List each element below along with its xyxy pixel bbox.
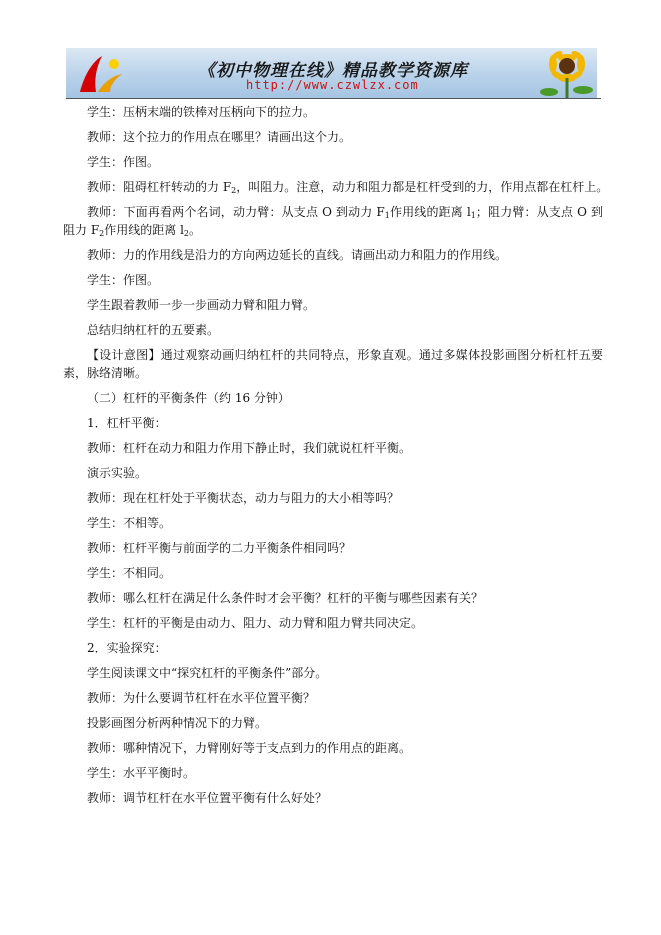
paragraph: 学生阅读课文中“探究杠杆的平衡条件”部分。 xyxy=(87,666,328,680)
subsection-heading: 2．实验探究： xyxy=(87,641,167,655)
paragraph: 学生：作图。 xyxy=(87,273,160,287)
document-body xyxy=(63,103,609,814)
paragraph: 教师：哪么杠杆在满足什么条件时才会平衡？杠杆的平衡与哪些因素有关？ xyxy=(87,591,484,605)
paragraph: 教师：力的作用线是沿力的方向两边延长的直线。请画出动力和阻力的作用线。 xyxy=(87,248,508,262)
paragraph: 教师：现在杠杆处于平衡状态，动力与阻力的大小相等吗？ xyxy=(87,491,400,505)
paragraph: 学生：不相等。 xyxy=(87,516,172,530)
paragraph: 教师：杠杆平衡与前面学的二力平衡条件相同吗？ xyxy=(87,541,352,555)
paragraph: 学生：不相同。 xyxy=(87,566,172,580)
paragraph: 总结归纳杠杆的五要素。 xyxy=(87,323,220,337)
section-heading: （二）杠杆的平衡条件（约 16 分钟） xyxy=(87,391,290,405)
banner-title: 《初中物理在线》精品教学资源库 xyxy=(198,61,468,81)
header-banner xyxy=(66,48,597,98)
sunflower-icon xyxy=(517,48,597,98)
paragraph: 投影画图分析两种情况下的力臂。 xyxy=(87,716,268,730)
paragraph: 学生：杠杆的平衡是由动力、阻力、动力臂和阻力臂共同决定。 xyxy=(87,616,424,630)
paragraph: 学生跟着教师一步一步画动力臂和阻力臂。 xyxy=(87,298,316,312)
paragraph: 教师：哪种情况下，力臂刚好等于支点到力的作用点的距离。 xyxy=(87,741,412,755)
logo-icon xyxy=(74,52,126,96)
header-divider xyxy=(66,98,601,99)
paragraph: 学生：压柄末端的铁棒对压柄向下的拉力。 xyxy=(87,105,316,119)
subsection-heading: 1．杠杆平衡： xyxy=(87,416,167,430)
paragraph: 学生：水平平衡时。 xyxy=(87,766,196,780)
design-intent-paragraph: 【设计意图】通过观察动画归纳杠杆的共同特点，形象直观。通过多媒体投影画图分析杠杆五要素，脉络清晰。 xyxy=(63,348,603,380)
paragraph: 教师：杠杆在动力和阻力作用下静止时，我们就说杠杆平衡。 xyxy=(87,441,412,455)
paragraph: 学生：作图。 xyxy=(87,155,160,169)
paragraph: 教师：调节杠杆在水平位置平衡有什么好处？ xyxy=(87,791,328,805)
paragraph: 教师：这个拉力的作用点在哪里？请画出这个力。 xyxy=(87,130,352,144)
paragraph: 演示实验。 xyxy=(87,466,148,480)
paragraph: 教师：阻碍杠杆转动的力 $F_2$，叫阻力。注意，动力和阻力都是杠杆受到的力，作用点都在杠杆上。 xyxy=(87,180,609,195)
paragraph: 教师：为什么要调节杠杆在水平位置平衡？ xyxy=(87,691,316,705)
banner-url[interactable]: http://www.czwlzx.com xyxy=(246,78,419,92)
paragraph: 教师：下面再看两个名词，动力臂：从支点 O 到动力 $F_1$作用线的距离 $l_1$；阻力臂：从支点 O 到阻力 $F_2$作用线的距离 $l_2$。 xyxy=(63,205,603,238)
